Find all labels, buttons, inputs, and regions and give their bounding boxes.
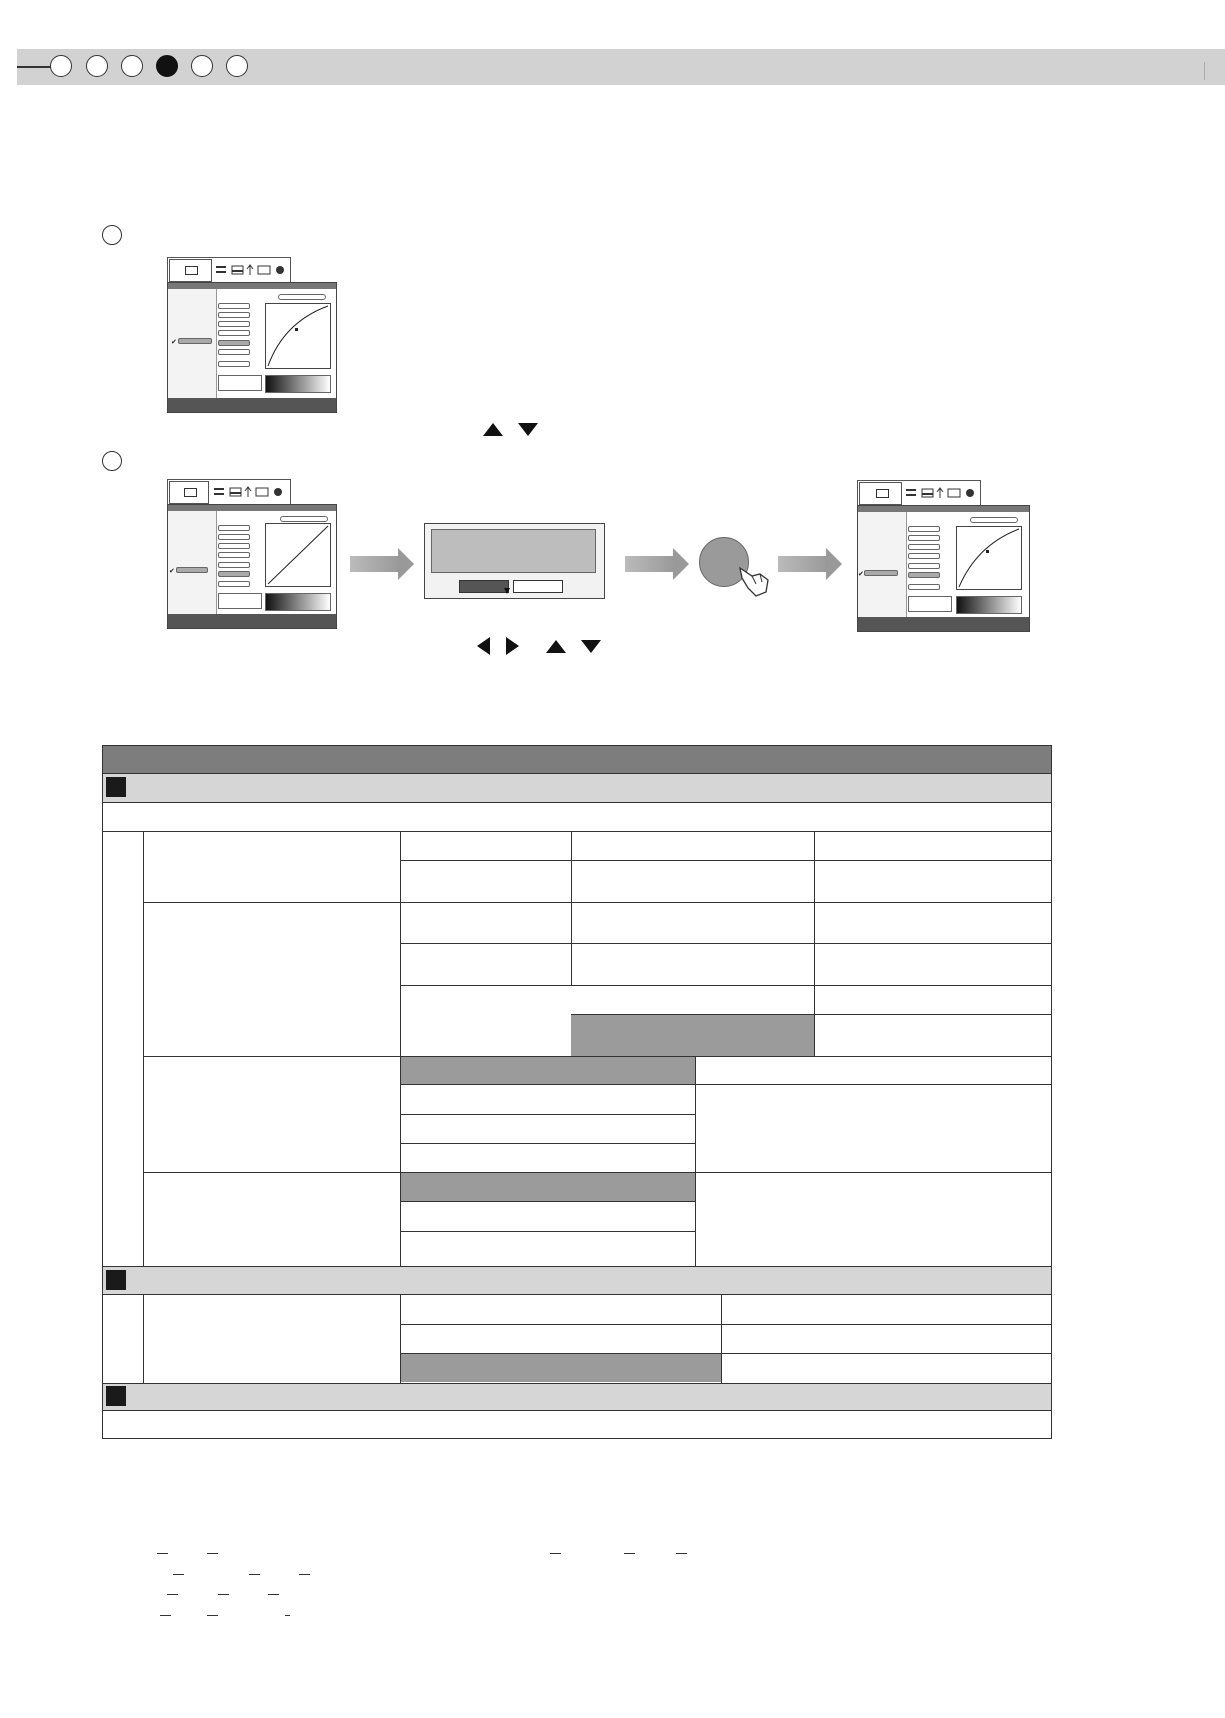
step-circle-1 <box>50 55 72 77</box>
right-icon <box>506 637 519 655</box>
down-icon <box>518 423 538 436</box>
menu-tab-icons <box>212 486 288 498</box>
down-icon <box>581 640 601 653</box>
confirm-dialog <box>424 523 605 599</box>
left-item-selected <box>178 338 212 344</box>
menu-screen-2: ✔ <box>167 479 337 629</box>
step-1-marker <box>102 225 122 245</box>
flow-arrow-2 <box>625 556 675 572</box>
header-edge-tick <box>1204 62 1205 80</box>
up-icon <box>483 423 503 436</box>
gamma-graph <box>265 303 331 369</box>
menu-screen-1 <box>167 257 337 413</box>
value-slot <box>278 294 326 300</box>
menu-tab-icons <box>904 487 980 499</box>
check-icon: ✔ <box>171 339 177 346</box>
cursor-icon <box>504 588 510 594</box>
step-circle-4-active <box>156 55 178 77</box>
flow-arrow-3 <box>778 556 828 572</box>
step-circle-5 <box>191 55 213 77</box>
menu-screen-3: ✔ <box>857 480 1030 632</box>
table-frame <box>102 745 1052 1439</box>
step-2-marker <box>102 451 122 471</box>
menu-panel <box>167 282 337 413</box>
left-icon <box>477 637 490 655</box>
up-icon <box>546 640 566 653</box>
step-circle-6 <box>226 55 248 77</box>
step-circle-2 <box>86 55 108 77</box>
dialog-no-button[interactable] <box>513 580 563 593</box>
menu-tab-bar <box>167 257 291 282</box>
hand-pointer-icon <box>738 562 772 598</box>
dialog-message-area <box>431 529 596 573</box>
gray-gradient <box>265 375 331 393</box>
picture-tab-icon <box>169 259 212 282</box>
flow-arrow-1 <box>350 556 400 572</box>
menu-tab-icons <box>214 264 290 276</box>
step-circle-3 <box>121 55 143 77</box>
dialog-yes-button[interactable] <box>459 580 509 593</box>
